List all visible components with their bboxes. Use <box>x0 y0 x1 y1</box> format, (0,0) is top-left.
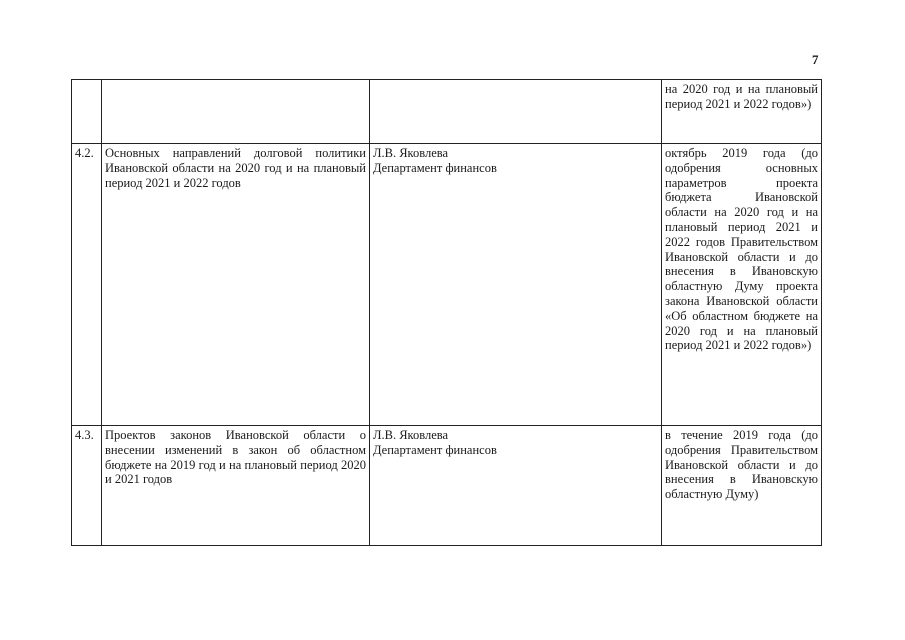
responsible-name: Л.В. Яковлева <box>373 428 449 442</box>
row-number: 4.3. <box>72 426 102 546</box>
row-responsible <box>370 80 662 144</box>
row-subject: Основных направлений долговой политики Ивановской области на 2020 год и на плановый период 2021 и 2022 годов <box>102 144 370 426</box>
responsible-name: Л.В. Яковлева <box>373 146 449 160</box>
plan-table <box>71 79 822 546</box>
row-responsible <box>370 144 662 426</box>
row-number <box>72 80 102 144</box>
table-row <box>72 144 822 426</box>
row-subject: Проектов законов Ивановской области о внесении изменений в закон об областном бюджете на 2019 год и на плановый период 2020 и 2021 годов <box>102 426 370 546</box>
table-row <box>72 80 822 144</box>
row-responsible <box>370 426 662 546</box>
table-row <box>72 426 822 546</box>
responsible-dept: Департамент финансов <box>373 160 497 175</box>
row-deadline: в течение 2019 года (до одобрения Правительством Ивановской области и до внесения в Ивановскую областную Думу) <box>662 426 822 546</box>
row-subject <box>102 80 370 144</box>
row-deadline: октябрь 2019 года (до одобрения основных параметров проекта бюджета Ивановской области на 2020 год и на плановый период 2021 и 2022 годов Правительством Ивановской области и до внесения в Ивановскую областную Думу проекта закона Ивановской области «Об областном бюджете на 2020 год и на плановый период 2021 и 2022 годов») <box>662 144 822 426</box>
page-number: 7 <box>812 52 819 67</box>
row-number: 4.2. <box>72 144 102 426</box>
row-deadline: на 2020 год и на плановый период 2021 и 2022 годов») <box>662 80 822 144</box>
responsible-dept: Департамент финансов <box>373 442 497 457</box>
